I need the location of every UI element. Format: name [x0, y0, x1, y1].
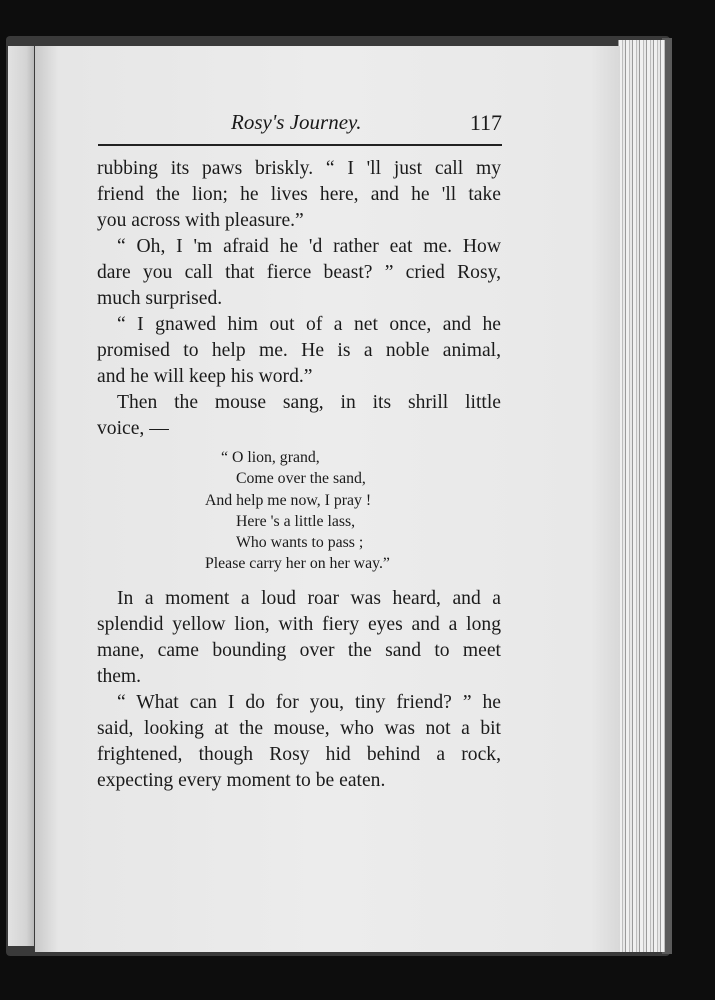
text-line: mane, came bounding over the sand to meet [97, 640, 501, 661]
text-line: Then the mouse sang, in its shrill little [117, 392, 501, 413]
body-text-top [97, 156, 501, 442]
poem-line: Here 's a little lass, [236, 512, 356, 530]
page-header [96, 110, 502, 140]
text-line: “ I gnawed him out of a net once, and he [117, 314, 501, 335]
poem-line: And help me now, I pray ! [205, 491, 372, 509]
poem-line: “ O lion, grand, [221, 449, 320, 466]
body-text-bottom [97, 586, 501, 794]
text-line: splendid yellow lion, with fiery eyes and a long [97, 614, 501, 635]
text-line: friend the lion; he lives here, and he 'll take [97, 184, 501, 205]
text-line: them. [97, 666, 142, 687]
poem-line: Come over the sand, [236, 470, 366, 488]
page-number: 117 [469, 110, 502, 135]
header-rule [98, 144, 502, 146]
running-head: Rosy's Journey. [231, 110, 362, 134]
text-line: frightened, though Rosy hid behind a rock, [97, 744, 501, 765]
text-line: In a moment a loud roar was heard, and a [117, 588, 501, 609]
poem [205, 447, 465, 575]
text-line: dare you call that fierce beast? ” cried Rosy, [97, 262, 501, 283]
page-stack-edge [618, 40, 665, 952]
poem-line: Please carry her on her way.” [205, 555, 390, 573]
text-line: you across with pleasure.” [97, 210, 304, 231]
text-line: voice, — [97, 418, 169, 439]
text-line: expecting every moment to be eaten. [97, 770, 386, 791]
text-line: rubbing its paws briskly. “ I 'll just call my [97, 158, 501, 179]
text-line: much surprised. [97, 288, 223, 309]
text-line: promised to help me. He is a noble animal, [97, 340, 501, 361]
text-line: and he will keep his word.” [97, 366, 313, 387]
text-line: “ Oh, I 'm afraid he 'd rather eat me. How [117, 236, 501, 257]
text-line: “ What can I do for you, tiny friend? ” he [117, 692, 501, 713]
left-page-edge [8, 46, 34, 946]
poem-line: Who wants to pass ; [236, 534, 364, 552]
text-line: said, looking at the mouse, who was not a bit [97, 718, 501, 739]
